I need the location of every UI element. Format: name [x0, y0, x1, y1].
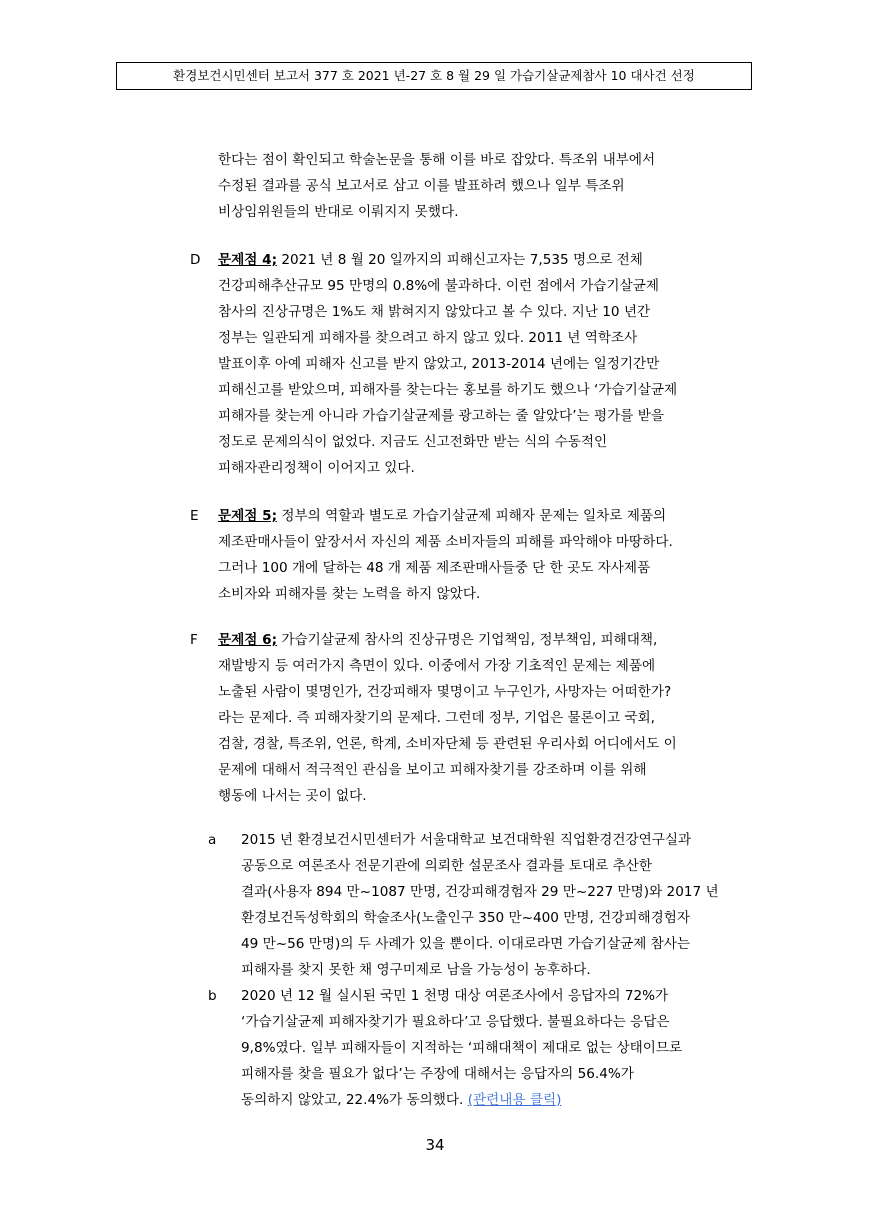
section-e-title: 문제점 5;	[218, 508, 278, 524]
section-e-line: 그러나 100 개에 달하는 48 개 제품 제조판매사들중 단 한 곳도 자사제품	[218, 560, 651, 576]
section-d-title: 문제점 4;	[218, 252, 278, 268]
item-a-line: 결과(사용자 894 만~1087 만명, 건강피해경험자 29 만~227 만명)와 2017 년	[241, 884, 719, 900]
section-f-line: 재발방지 등 여러가지 측면이 있다. 이중에서 가장 기초적인 문제는 제품에	[218, 658, 656, 674]
related-content-link[interactable]: (관련내용 클릭)	[467, 1092, 562, 1108]
section-d-line: 피해신고를 받았으며, 피해자를 찾는다는 홍보를 하기도 했으나 ‘가습기살균제	[218, 382, 678, 398]
item-a-label: a	[208, 832, 217, 848]
page-number: 34	[425, 1136, 445, 1154]
section-f-first-text: 가습기살균제 참사의 진상규명은 기업책임, 정부책임, 피해대책,	[277, 632, 658, 648]
item-b-line: 9,8%였다. 일부 피해자들이 지적하는 ‘피해대책이 제대로 없는 상태이므로	[241, 1040, 683, 1056]
section-e-line: 소비자와 피해자를 찾는 노력을 하지 않았다.	[218, 586, 481, 602]
item-a-line: 2015 년 환경보건시민센터가 서울대학교 보건대학원 직업환경건강연구실과	[241, 832, 692, 848]
report-header: 환경보건시민센터 보고서 377 호 2021 년-27 호 8 월 29 일 가습기살균제참사 10 대사건 선정	[116, 62, 752, 90]
item-b-line: 2020 년 12 월 실시된 국민 1 천명 대상 여론조사에서 응답자의 72%가	[241, 988, 669, 1004]
section-d-line: 참사의 진상규명은 1%도 채 밝혀지지 않았다고 볼 수 있다. 지난 10 년간	[218, 304, 651, 320]
section-d-line: 피해자를 찾는게 아니라 가습기살균제를 광고하는 줄 알았다’는 평가를 받을	[218, 408, 664, 424]
intro-line: 수정된 결과를 공식 보고서로 삼고 이를 발표하려 했으나 일부 특조위	[218, 178, 625, 194]
section-f-line: 행동에 나서는 곳이 없다.	[218, 788, 367, 804]
section-e-label: E	[190, 508, 199, 524]
item-a-line: 환경보건독성학회의 학술조사(노출인구 350 만~400 만명, 건강피해경험자	[241, 910, 691, 926]
item-b-last-line	[241, 1090, 561, 1110]
section-e-first-line	[218, 506, 666, 526]
section-f-label: F	[190, 632, 198, 648]
section-f-line: 검찰, 경찰, 특조위, 언론, 학계, 소비자단체 등 관련된 우리사회 어디에서도 이	[218, 736, 677, 752]
section-f-line: 노출된 사람이 몇명인가, 건강피해자 몇명이고 누구인가, 사망자는 어떠한가?	[218, 684, 672, 700]
item-b-last-text: 동의하지 않았고, 22.4%가 동의했다.	[241, 1092, 468, 1108]
intro-line: 비상임위원들의 반대로 이뤄지지 못했다.	[218, 204, 459, 220]
section-d-line: 건강피해추산규모 95 만명의 0.8%에 불과하다. 이런 점에서 가습기살균제	[218, 278, 659, 294]
section-e-line: 제조판매사들이 앞장서서 자신의 제품 소비자들의 피해를 파악해야 마땅하다.	[218, 534, 673, 550]
section-f-line: 문제에 대해서 적극적인 관심을 보이고 피해자찾기를 강조하며 이를 위해	[218, 762, 647, 778]
section-f-line: 라는 문제다. 즉 피해자찾기의 문제다. 그런데 정부, 기업은 물론이고 국회,	[218, 710, 655, 726]
item-b-line: 피해자를 찾을 필요가 없다’는 주장에 대해서는 응답자의 56.4%가	[241, 1066, 634, 1082]
section-d-label: D	[190, 252, 201, 268]
intro-line: 한다는 점이 확인되고 학술논문을 통해 이를 바로 잡았다. 특조위 내부에서	[218, 152, 656, 168]
item-b-label: b	[208, 988, 217, 1004]
section-d-first-text: 2021 년 8 월 20 일까지의 피해신고자는 7,535 명으로 전체	[277, 252, 643, 268]
item-a-line: 공동으로 여론조사 전문기관에 의뢰한 설문조사 결과를 토대로 추산한	[241, 858, 653, 874]
section-f-title: 문제점 6;	[218, 632, 278, 648]
item-a-line: 피해자를 찾지 못한 채 영구미제로 남을 가능성이 농후하다.	[241, 962, 591, 978]
section-d-first-line	[218, 250, 643, 270]
item-a-line: 49 만~56 만명)의 두 사례가 있을 뿐이다. 이대로라면 가습기살균제 참사는	[241, 936, 691, 952]
section-d-line: 피해자관리정책이 이어지고 있다.	[218, 460, 415, 476]
section-e-first-text: 정부의 역할과 별도로 가습기살균제 피해자 문제는 일차로 제품의	[277, 508, 667, 524]
section-d-line: 정부는 일관되게 피해자를 찾으려고 하지 않고 있다. 2011 년 역학조사	[218, 330, 638, 346]
item-b-line: ‘가습기살균제 피해자찾기가 필요하다’고 응답했다. 불필요하다는 응답은	[241, 1014, 670, 1030]
section-d-line: 정도로 문제의식이 없었다. 지금도 신고전화만 받는 식의 수동적인	[218, 434, 608, 450]
section-d-line: 발표이후 아예 피해자 신고를 받지 않았고, 2013-2014 년에는 일정기간만	[218, 356, 660, 372]
section-f-first-line	[218, 630, 657, 650]
